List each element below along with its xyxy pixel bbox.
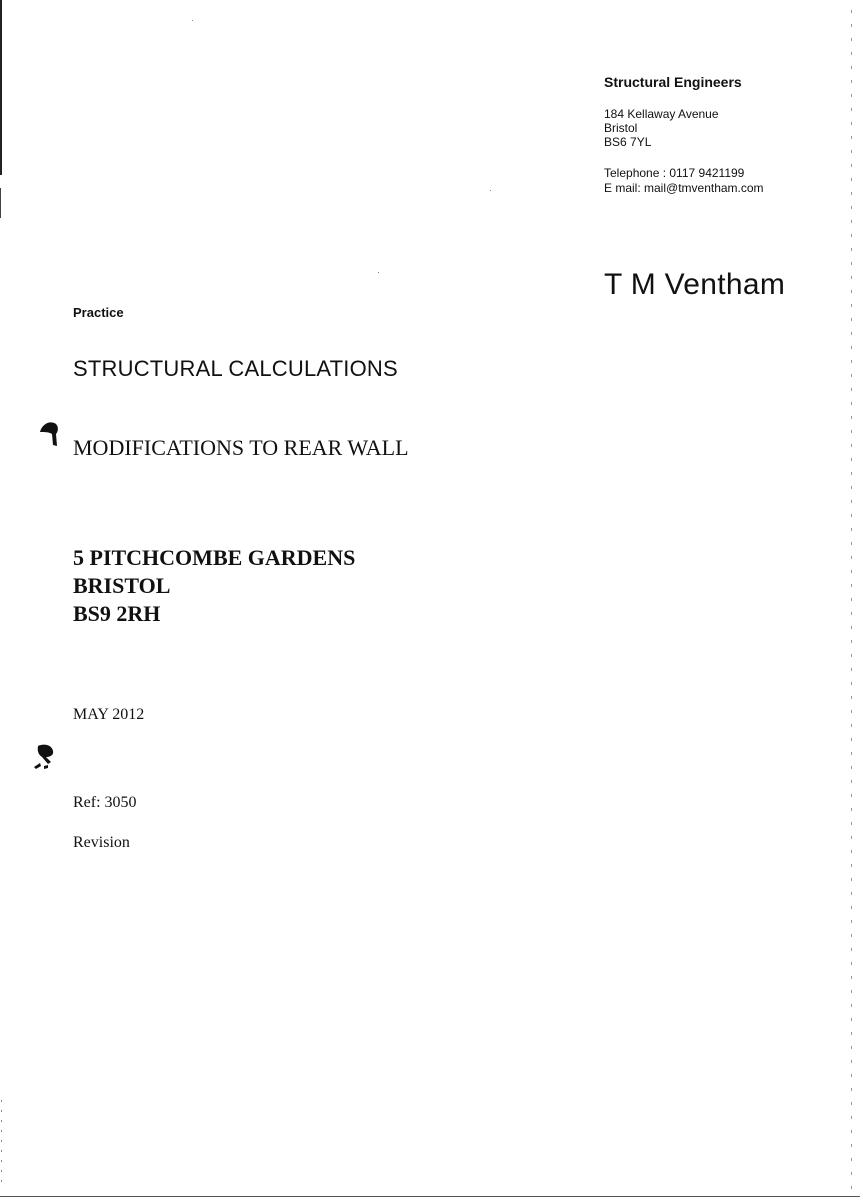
hole-punch-mark-icon [32,742,58,770]
document-revision: Revision [73,834,130,851]
address-line-street: 184 Kellaway Avenue [604,107,719,121]
address-line-city: Bristol [604,121,638,135]
scan-speck [192,20,193,21]
address-line-postcode: BS6 7YL [604,135,652,149]
scan-edge-left-dots [1,1100,2,1190]
site-address-line-street: 5 PITCHCOMBE GARDENS [73,545,356,570]
document-reference: Ref: 3050 [73,794,137,811]
document-subject: MODIFICATIONS TO REAR WALL [73,435,409,460]
scan-edge-bottom [0,1196,860,1197]
hole-punch-mark-icon [36,418,62,448]
site-address-line-postcode: BS9 2RH [73,601,161,626]
brand-subtitle: Practice [73,305,124,320]
scan-edge-left [0,0,2,175]
scan-speck [378,272,379,273]
scan-speck [490,190,491,191]
document-date: MAY 2012 [73,706,145,723]
scan-edge-left-mark [0,188,1,218]
document-title: STRUCTURAL CALCULATIONS [73,356,398,381]
telephone: Telephone : 0117 9421199 [604,166,745,180]
brand-name: T M Ventham [604,268,786,301]
email: E mail: mail@tmventham.com [604,181,764,195]
site-address-line-city: BRISTOL [73,573,171,598]
scan-edge-right [851,10,852,1190]
firm-title: Structural Engineers [604,74,742,90]
